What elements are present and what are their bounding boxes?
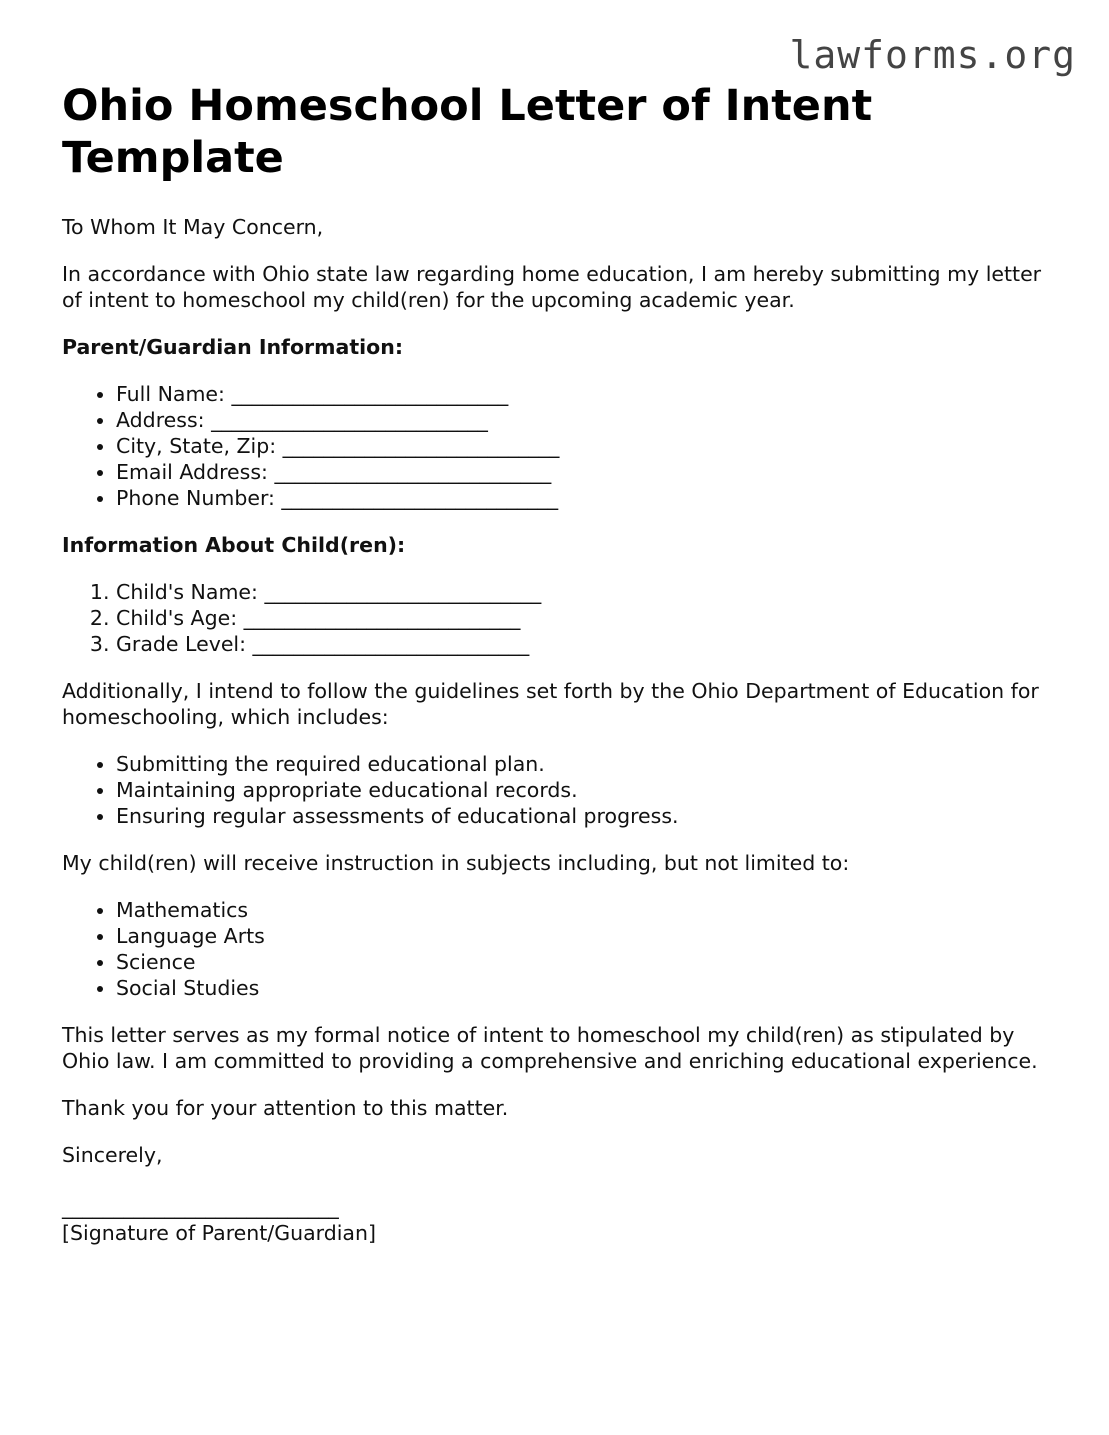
guideline-item: • Maintaining appropriate educational records. xyxy=(116,777,1052,803)
guideline-item: • Submitting the required educational plan. xyxy=(116,751,1052,777)
subjects-paragraph: My child(ren) will receive instruction in subjects including, but not limited to: xyxy=(62,851,850,875)
child-info-list xyxy=(62,579,1052,657)
subject-item: • Mathematics xyxy=(116,897,1052,923)
salutation: To Whom It May Concern, xyxy=(62,215,324,239)
subject-item: • Language Arts xyxy=(116,923,1052,949)
subject-item: • Social Studies xyxy=(116,975,1052,1001)
parent-full-name-field: • Full Name: ___________________________ xyxy=(116,381,1052,407)
parent-section-heading: Parent/Guardian Information: xyxy=(62,335,404,359)
guidelines-paragraph: Additionally, I intend to follow the guidelines set forth by the Ohio Department of Education for homeschooling, which includes: xyxy=(62,679,1039,729)
child-name-field: 1. Child's Name: ___________________________ xyxy=(116,579,1052,605)
child-age-field: 2. Child's Age: ___________________________ xyxy=(116,605,1052,631)
signoff: Sincerely, xyxy=(62,1143,163,1167)
letter-document xyxy=(62,80,1052,1246)
intro-paragraph: In accordance with Ohio state law regarding home education, I am hereby submitting my letter of intent to homeschool my child(ren) for the upcoming academic year. xyxy=(62,262,1042,312)
parent-phone-field: • Phone Number: ___________________________ xyxy=(116,485,1052,511)
guideline-item: • Ensuring regular assessments of educational progress. xyxy=(116,803,1052,829)
parent-city-state-zip-field: • City, State, Zip: ___________________________ xyxy=(116,433,1052,459)
parent-email-field: • Email Address: ___________________________ xyxy=(116,459,1052,485)
document-title: Ohio Homeschool Letter of Intent Template xyxy=(62,81,873,183)
lawforms-watermark: lawforms.org xyxy=(789,33,1076,77)
signature-line: ___________________________ xyxy=(62,1195,339,1219)
thanks-paragraph: Thank you for your attention to this matter. xyxy=(62,1096,509,1120)
child-grade-field: 3. Grade Level: ___________________________ xyxy=(116,631,1052,657)
child-section-heading: Information About Child(ren): xyxy=(62,533,406,557)
parent-info-list xyxy=(62,381,1052,511)
signature-label: [Signature of Parent/Guardian] xyxy=(62,1221,376,1245)
parent-address-field: • Address: ___________________________ xyxy=(116,407,1052,433)
guidelines-list xyxy=(62,751,1052,829)
closing-paragraph: This letter serves as my formal notice of intent to homeschool my child(ren) as stipulated by Ohio law. I am committed to providing a comprehensive and enriching educational experience. xyxy=(62,1023,1038,1073)
subjects-list xyxy=(62,897,1052,1001)
subject-item: • Science xyxy=(116,949,1052,975)
